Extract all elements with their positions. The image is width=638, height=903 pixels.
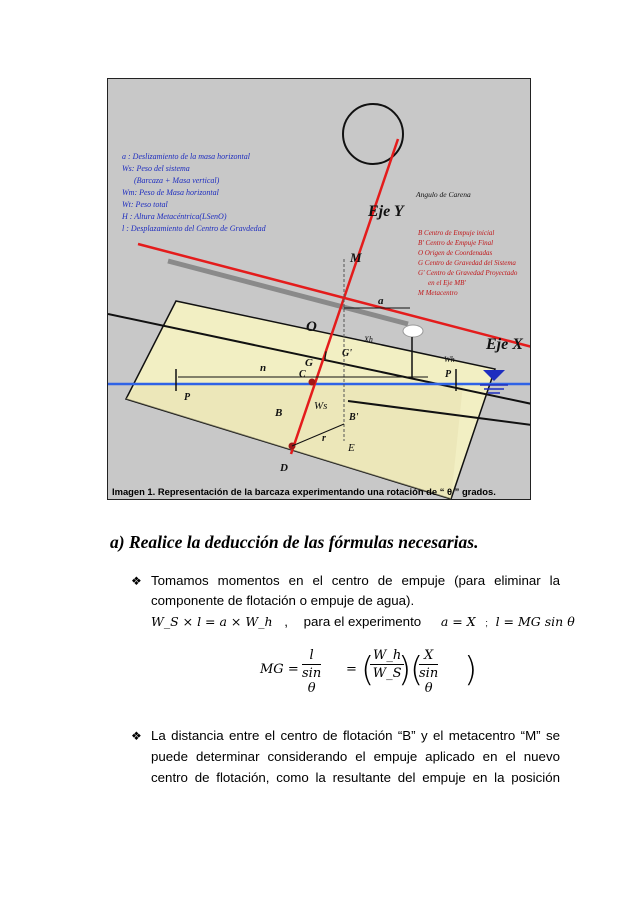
legend-left-2: (Barcaza + Masa vertical) [134,176,220,185]
label-p-right: P [445,369,452,380]
legend-left-1: Ws: Peso del sistema [122,164,190,173]
legend-left-0: a : Deslizamiento de la masa horizontal [122,152,250,161]
label-b: B [275,407,283,419]
eq-l: l = MG sin θ [495,614,575,629]
diamond-bullet-icon: ❖ [131,574,142,588]
label-a: a [378,295,384,307]
angle-label: Angulo de Carena [416,190,471,199]
bullet-1-line-1: Tomamos momentos en el centro de empuje (para eliminar la [151,573,560,588]
bullet-2-line-1: La distancia entre el centro de flotación “B” y el metacentro “M” se [151,728,560,743]
legend-right-2: O Origen de Coordenadas [418,249,493,257]
barge-diagram [108,79,531,500]
label-wh: Wh [444,355,455,364]
frac-3: $\frac{X}{\text{sin θ}}$ [419,648,439,696]
bullet-1 [131,571,575,631]
figure [107,78,531,500]
eje-y-label: Eje Y [368,203,404,220]
label-b-prime: B' [349,412,359,423]
eq-equals: = [346,662,357,677]
point-c [309,379,316,386]
bullet-1-line-2: componente de flotación o empuje de agua). [151,593,415,608]
eq-ws-l: W_S × l = a × W_h [151,614,273,629]
label-p-left: P [184,392,191,403]
legend-left-4: Wt: Peso total [122,200,168,209]
label-m: M [350,250,362,265]
bullet-2-line-2: puede determinar considerando el empuje aplicado en el nuevo [151,749,560,764]
legend-left-3: Wm: Peso de Masa horizontal [122,188,219,197]
legend-right-5: en el Eje MB' [428,279,466,287]
eje-x-label: Eje X [486,336,523,353]
legend-right-0: B Centro de Empuje inicial [418,229,495,237]
bullet-2 [131,726,560,790]
label-e: E [348,442,355,454]
legend-left-5: H : Altura Metacéntrica(LSenO) [122,212,227,221]
horizontal-mass [403,325,423,337]
eq-a-x: a = X [440,614,476,629]
semicolon: ; [485,618,488,628]
label-xh: Xh [364,335,373,344]
legend-right-3: G Centro de Gravedad del Sistema [418,259,516,267]
mid-text: para el experimento [303,614,422,629]
frac-2: $\frac{W\_h}{W\_S}$ [370,648,404,681]
label-c: C [299,369,306,380]
bullet-1-line-3 [151,612,575,633]
legend-left [121,152,267,233]
section-heading: a) Realice la deducción de las fórmulas necesarias. [110,532,479,552]
label-g: G [305,357,313,369]
label-d: D [280,462,288,474]
legend-right [417,229,518,297]
reference-circle [343,104,403,164]
figure-caption: Imagen 1. Representación de la barcaza experimentando una rotación de “ θ ” grados. [112,486,496,497]
legend-left-6: l : Desplazamiento del Centro de Gravdedad [122,224,266,233]
frac-1: $\frac{l}{\text{sin θ}}$ [302,648,322,696]
label-o: O [306,319,317,335]
legend-right-4: G' Centro de Gravedad Proyectado [418,269,518,277]
label-r: r [322,433,326,444]
legend-right-6: M Metacentro [418,289,458,297]
label-l: l [324,351,327,362]
legend-right-1: B' Centro de Empuje Final [418,239,494,247]
comma: , [284,614,288,629]
bullet-2-line-3: centro de flotación, como la resultante del empuje en la posición [151,770,560,785]
label-ws: Ws [314,400,328,412]
diamond-bullet-icon: ❖ [131,729,142,743]
eq-lhs: MG = [260,662,299,677]
label-g-prime: G' [342,348,352,359]
label-n: n [260,362,267,374]
